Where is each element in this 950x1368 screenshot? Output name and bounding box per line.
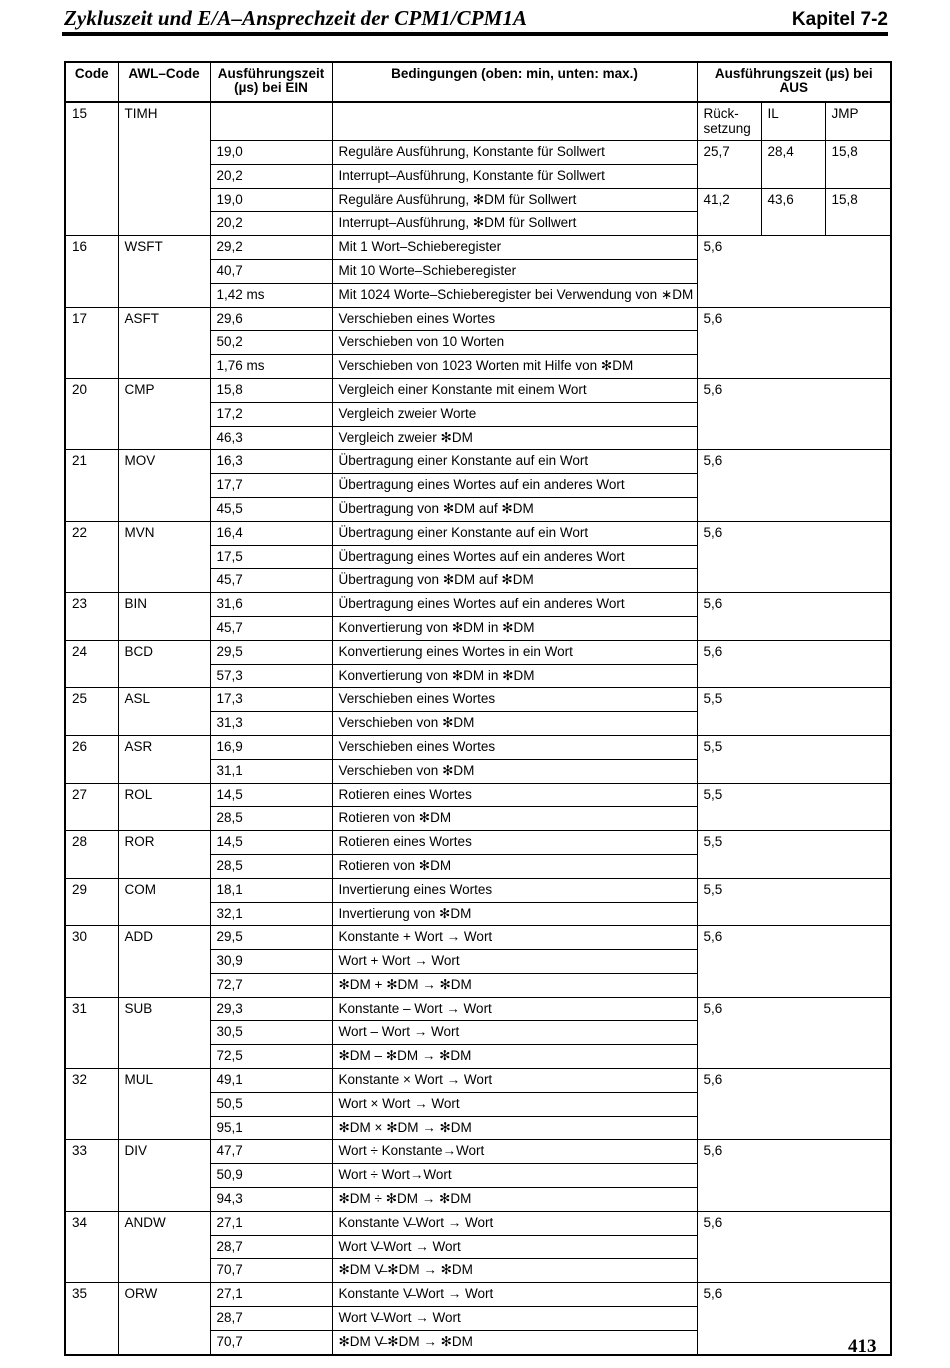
condition-cell: Rotieren von ✻DM <box>332 807 697 831</box>
aus-time-cell: 5,6 <box>697 1069 891 1140</box>
aus-time-cell: 5,6 <box>697 1140 891 1211</box>
awl-code-cell: BCD <box>118 640 210 688</box>
awl-code-cell: SUB <box>118 997 210 1068</box>
ein-time-cell: 30,9 <box>210 950 332 974</box>
code-cell: 35 <box>65 1283 118 1355</box>
aus-time-cell: 5,6 <box>697 640 891 688</box>
condition-cell: Übertragung einer Konstante auf ein Wort <box>332 521 697 545</box>
table-row <box>65 878 891 902</box>
awl-code-cell: BIN <box>118 593 210 641</box>
condition-cell: Übertragung eines Wortes auf ein anderes Wort <box>332 593 697 617</box>
aus-time-cell: 5,6 <box>697 997 891 1068</box>
code-cell: 33 <box>65 1140 118 1211</box>
page-header <box>62 4 890 32</box>
condition-cell: Verschieben von ✻DM <box>332 712 697 736</box>
code-cell: 17 <box>65 307 118 378</box>
ein-time-cell: 46,3 <box>210 426 332 450</box>
ein-time-cell: 45,7 <box>210 569 332 593</box>
ein-time-cell: 45,7 <box>210 616 332 640</box>
code-cell: 30 <box>65 926 118 997</box>
condition-cell: Vergleich einer Konstante mit einem Wort <box>332 378 697 402</box>
aus-il-cell: 43,6 <box>761 188 825 236</box>
condition-cell: Konvertierung von ✻DM in ✻DM <box>332 664 697 688</box>
code-cell: 15 <box>65 102 118 236</box>
condition-cell: ✻DM ÷ ✻DM → ✻DM <box>332 1188 697 1212</box>
ein-time-cell: 45,5 <box>210 497 332 521</box>
condition-cell: Interrupt–Ausführung, ✻DM für Sollwert <box>332 212 697 236</box>
table-row <box>65 1140 891 1164</box>
awl-code-cell: ANDW <box>118 1211 210 1282</box>
ein-time-cell: 18,1 <box>210 878 332 902</box>
table-header-row <box>65 62 891 102</box>
ein-time-cell: 28,7 <box>210 1307 332 1331</box>
awl-code-cell: ROL <box>118 783 210 831</box>
sub-header-jmp: JMP <box>825 102 891 141</box>
awl-code-cell: ASL <box>118 688 210 736</box>
ein-time-cell: 1,76 ms <box>210 355 332 379</box>
condition-cell: Verschieben eines Wortes <box>332 688 697 712</box>
ein-time-cell: 70,7 <box>210 1330 332 1354</box>
ein-time-cell: 15,8 <box>210 378 332 402</box>
ein-time-cell: 50,5 <box>210 1092 332 1116</box>
ein-time-cell: 70,7 <box>210 1259 332 1283</box>
ein-time-cell: 72,7 <box>210 973 332 997</box>
ein-time-cell: 28,5 <box>210 854 332 878</box>
code-cell: 21 <box>65 450 118 521</box>
ein-time-cell: 94,3 <box>210 1188 332 1212</box>
table-body <box>65 102 891 1355</box>
condition-cell: Mit 10 Worte–Schieberegister <box>332 259 697 283</box>
condition-cell: Rotieren eines Wortes <box>332 831 697 855</box>
condition-cell: Interrupt–Ausführung, Konstante für Sollwert <box>332 164 697 188</box>
awl-code-cell: ASR <box>118 735 210 783</box>
condition-cell: Verschieben eines Wortes <box>332 735 697 759</box>
code-cell: 34 <box>65 1211 118 1282</box>
condition-cell: Invertierung von ✻DM <box>332 902 697 926</box>
aus-time-cell: 5,6 <box>697 450 891 521</box>
awl-code-cell: ADD <box>118 926 210 997</box>
condition-cell: ✻DM V̶ ✻DM → ✻DM <box>332 1330 697 1354</box>
header-conditions: Bedingungen (oben: min, unten: max.) <box>332 62 697 102</box>
awl-code-cell: CMP <box>118 378 210 449</box>
header-rule <box>62 32 888 36</box>
aus-time-cell: 5,6 <box>697 1211 891 1282</box>
ein-time-cell: 14,5 <box>210 831 332 855</box>
ein-time-cell: 72,5 <box>210 1045 332 1069</box>
condition-cell: Wort × Wort → Wort <box>332 1092 697 1116</box>
condition-cell: Konvertierung von ✻DM in ✻DM <box>332 616 697 640</box>
table-row <box>65 236 891 260</box>
aus-time-cell: 5,5 <box>697 878 891 926</box>
condition-cell: Konstante – Wort → Wort <box>332 997 697 1021</box>
condition-cell: Invertierung eines Wortes <box>332 878 697 902</box>
condition-cell: Übertragung einer Konstante auf ein Wort <box>332 450 697 474</box>
condition-cell: Verschieben von 10 Worten <box>332 331 697 355</box>
ein-time-cell: 30,5 <box>210 1021 332 1045</box>
ein-time-cell: 50,2 <box>210 331 332 355</box>
table-row <box>65 926 891 950</box>
awl-code-cell: ROR <box>118 831 210 879</box>
condition-cell: Übertragung von ✻DM auf ✻DM <box>332 497 697 521</box>
code-cell: 28 <box>65 831 118 879</box>
aus-reset-cell: 41,2 <box>697 188 761 236</box>
aus-time-cell: 5,6 <box>697 378 891 449</box>
code-cell: 25 <box>65 688 118 736</box>
table-row <box>65 783 891 807</box>
ein-time-cell: 29,3 <box>210 997 332 1021</box>
condition-cell: Konvertierung eines Wortes in ein Wort <box>332 640 697 664</box>
condition-cell: ✻DM + ✻DM → ✻DM <box>332 973 697 997</box>
aus-time-cell: 5,6 <box>697 1283 891 1355</box>
ein-time-cell: 16,3 <box>210 450 332 474</box>
condition-cell: Wort V̶ Wort → Wort <box>332 1235 697 1259</box>
aus-time-cell: 5,5 <box>697 783 891 831</box>
page-number: 413 <box>848 1336 877 1357</box>
ein-time-cell: 27,1 <box>210 1211 332 1235</box>
aus-time-cell: 5,6 <box>697 926 891 997</box>
condition-cell: Wort V̶ Wort → Wort <box>332 1307 697 1331</box>
aus-time-cell: 5,5 <box>697 735 891 783</box>
awl-code-cell: DIV <box>118 1140 210 1211</box>
page-title: Zykluszeit und E/A–Ansprechzeit der CPM1/CPM1A <box>64 6 528 30</box>
ein-time-cell: 47,7 <box>210 1140 332 1164</box>
condition-cell: ✻DM – ✻DM → ✻DM <box>332 1045 697 1069</box>
aus-jmp-cell: 15,8 <box>825 141 891 189</box>
aus-time-cell: 5,6 <box>697 307 891 378</box>
ein-time-cell: 19,0 <box>210 188 332 212</box>
awl-code-cell: COM <box>118 878 210 926</box>
table-row <box>65 1283 891 1307</box>
awl-code-cell: MOV <box>118 450 210 521</box>
code-cell: 22 <box>65 521 118 592</box>
table-row <box>65 307 891 331</box>
awl-code-cell: MVN <box>118 521 210 592</box>
table-row <box>65 378 891 402</box>
ein-time-cell: 29,2 <box>210 236 332 260</box>
condition-cell: ✻DM × ✻DM → ✻DM <box>332 1116 697 1140</box>
ein-time-cell: 17,5 <box>210 545 332 569</box>
ein-time-cell: 40,7 <box>210 259 332 283</box>
aus-jmp-cell: 15,8 <box>825 188 891 236</box>
ein-time-cell: 31,1 <box>210 759 332 783</box>
code-cell: 32 <box>65 1069 118 1140</box>
code-cell: 26 <box>65 735 118 783</box>
awl-code-cell: ASFT <box>118 307 210 378</box>
table-row <box>65 1069 891 1093</box>
condition-cell: Verschieben von ✻DM <box>332 759 697 783</box>
table-row <box>65 102 891 141</box>
condition-cell: Reguläre Ausführung, Konstante für Sollwert <box>332 141 697 165</box>
table-row <box>65 688 891 712</box>
ein-time-cell: 16,9 <box>210 735 332 759</box>
aus-time-cell: 5,6 <box>697 236 891 307</box>
condition-cell: Verschieben eines Wortes <box>332 307 697 331</box>
condition-cell: Mit 1024 Worte–Schieberegister bei Verwendung von ∗DM <box>332 283 697 307</box>
code-cell: 16 <box>65 236 118 307</box>
awl-code-cell: ORW <box>118 1283 210 1355</box>
table-row <box>65 735 891 759</box>
condition-cell: Vergleich zweier Worte <box>332 402 697 426</box>
ein-time-cell: 20,2 <box>210 164 332 188</box>
condition-cell: Wort – Wort → Wort <box>332 1021 697 1045</box>
condition-cell: Vergleich zweier ✻DM <box>332 426 697 450</box>
condition-cell: Wort + Wort → Wort <box>332 950 697 974</box>
condition-cell: Reguläre Ausführung, ✻DM für Sollwert <box>332 188 697 212</box>
code-cell: 23 <box>65 593 118 641</box>
ein-time-cell: 29,5 <box>210 640 332 664</box>
condition-cell: Übertragung von ✻DM auf ✻DM <box>332 569 697 593</box>
condition-cell: Verschieben von 1023 Worten mit Hilfe von ✻DM <box>332 355 697 379</box>
sub-header-reset: Rück-setzung <box>697 102 761 141</box>
condition-cell: ✻DM V̶ ✻DM → ✻DM <box>332 1259 697 1283</box>
condition-cell: Rotieren eines Wortes <box>332 783 697 807</box>
ein-time-cell: 1,42 ms <box>210 283 332 307</box>
ein-time-cell: 50,9 <box>210 1164 332 1188</box>
ein-time-cell: 20,2 <box>210 212 332 236</box>
code-cell: 27 <box>65 783 118 831</box>
condition-cell: Konstante V̶ Wort → Wort <box>332 1211 697 1235</box>
aus-time-cell: 5,5 <box>697 688 891 736</box>
ein-time-cell: 19,0 <box>210 141 332 165</box>
table-row <box>65 831 891 855</box>
condition-cell: Wort ÷ Wort→Wort <box>332 1164 697 1188</box>
ein-time-cell: 95,1 <box>210 1116 332 1140</box>
ein-time-cell: 29,5 <box>210 926 332 950</box>
table-row <box>65 997 891 1021</box>
ein-time-cell: 27,1 <box>210 1283 332 1307</box>
ein-time-cell: 29,6 <box>210 307 332 331</box>
ein-time-cell: 17,7 <box>210 474 332 498</box>
condition-cell: Wort ÷ Konstante→Wort <box>332 1140 697 1164</box>
header-code: Code <box>65 62 118 102</box>
aus-time-cell: 5,6 <box>697 521 891 592</box>
code-cell: 20 <box>65 378 118 449</box>
condition-cell: Rotieren von ✻DM <box>332 854 697 878</box>
ein-time-cell: 32,1 <box>210 902 332 926</box>
ein-time-cell: 57,3 <box>210 664 332 688</box>
ein-time-cell: 17,3 <box>210 688 332 712</box>
condition-cell: Konstante V̶ Wort → Wort <box>332 1283 697 1307</box>
awl-code-cell: TIMH <box>118 102 210 236</box>
ein-time-cell: 31,6 <box>210 593 332 617</box>
aus-time-cell: 5,6 <box>697 593 891 641</box>
ein-time-cell: 16,4 <box>210 521 332 545</box>
aus-reset-cell: 25,7 <box>697 141 761 189</box>
aus-time-cell: 5,5 <box>697 831 891 879</box>
execution-time-table <box>64 61 892 1356</box>
table-row <box>65 593 891 617</box>
chapter-label: Kapitel 7-2 <box>791 9 888 30</box>
ein-time-cell: 49,1 <box>210 1069 332 1093</box>
table-row <box>65 521 891 545</box>
awl-code-cell: WSFT <box>118 236 210 307</box>
header-ein-time: Ausführungszeit (µs) bei EIN <box>210 62 332 102</box>
ein-time-cell: 28,5 <box>210 807 332 831</box>
sub-header-il: IL <box>761 102 825 141</box>
awl-code-cell: MUL <box>118 1069 210 1140</box>
ein-time-cell <box>210 102 332 141</box>
condition-cell: Übertragung eines Wortes auf ein anderes Wort <box>332 474 697 498</box>
table-row <box>65 640 891 664</box>
code-cell: 29 <box>65 878 118 926</box>
condition-cell <box>332 102 697 141</box>
code-cell: 31 <box>65 997 118 1068</box>
condition-cell: Konstante × Wort → Wort <box>332 1069 697 1093</box>
ein-time-cell: 28,7 <box>210 1235 332 1259</box>
condition-cell: Konstante + Wort → Wort <box>332 926 697 950</box>
header-aus-time: Ausführungszeit (µs) bei AUS <box>697 62 891 102</box>
ein-time-cell: 14,5 <box>210 783 332 807</box>
ein-time-cell: 17,2 <box>210 402 332 426</box>
code-cell: 24 <box>65 640 118 688</box>
condition-cell: Übertragung eines Wortes auf ein anderes Wort <box>332 545 697 569</box>
ein-time-cell: 31,3 <box>210 712 332 736</box>
table-row <box>65 1211 891 1235</box>
table-row <box>65 450 891 474</box>
condition-cell: Mit 1 Wort–Schieberegister <box>332 236 697 260</box>
aus-il-cell: 28,4 <box>761 141 825 189</box>
header-awl-code: AWL–Code <box>118 62 210 102</box>
